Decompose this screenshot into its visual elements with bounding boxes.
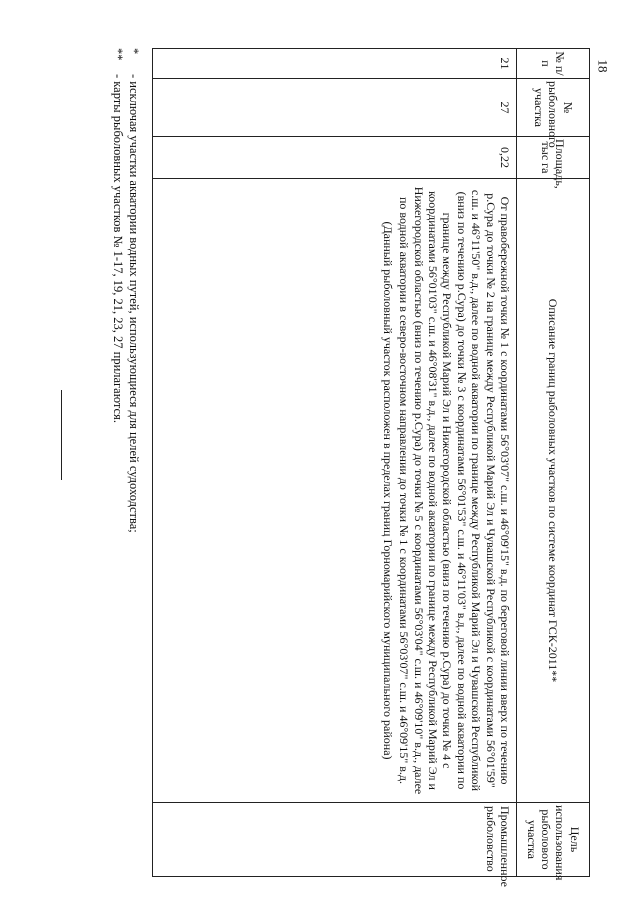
- header-plot-num: № рыболовного участка: [517, 79, 590, 137]
- table-header-row: [517, 49, 590, 877]
- footnotes: [110, 48, 143, 876]
- location-note: (Данный рыболовный участок расположен в пределах границ Горномарийского муниципального района): [380, 221, 395, 760]
- page-number: 18: [595, 59, 611, 73]
- cell-num: 21: [153, 49, 517, 79]
- footnote-mark: **: [110, 48, 125, 61]
- footnote: [126, 48, 142, 876]
- cell-description: [153, 179, 517, 803]
- cell-plot-num: 27: [153, 79, 517, 137]
- table-row: [153, 49, 517, 877]
- rotated-content: [42, 48, 590, 887]
- separator-line: [61, 390, 62, 480]
- header-purpose: Цель использования рыболового участка: [517, 803, 590, 877]
- footnote-text: - карты рыболовных участков № 1-17, 19, 21, 23, 27 прилагаются.: [110, 74, 125, 423]
- footnote: [110, 48, 126, 876]
- cell-purpose: Промышленное рыболовство: [153, 803, 517, 877]
- footnote-mark: *: [127, 48, 141, 55]
- header-area: Площадь, тыс га: [517, 137, 590, 179]
- header-num: № п/п: [517, 49, 590, 79]
- cell-area: 0,22: [153, 137, 517, 179]
- header-description: Описание границ рыболовных участков по системе координат ГСК-2011**: [517, 179, 590, 803]
- boundary-description: От правобережной точки № 1 с координатами 56°03'07" с.ш. и 46°09'15" в.д. по береговой линии вверх по течению р.Сура до точки № 2 на границе между Республикой Марий Эл и Чувашской Республикой с координатами 56°01'59" с.ш. и 46°11'50" в.д., далее по водной акватории по границе между Республикой Марий Эл и Чувашской Республикой (вниз по течению р.Сура) до точки № 3 с координатами 56°01'53" с.ш. и 46°11'03" в.д., далее по водной акватории по границе между Республикой Марий Эл и Нижегородской областью (вниз по течению р.Сура) до точки № 4 с координатами 56°01'03" с.ш. и 46°08'31" в.д., далее по водной акватории по границе между Республикой Марий Эл и Нижегородской областью (вниз по течению р.Сура) до точки № 5 с координатами 56°03'04" с.ш. и 46°09'10" в.д., далее по водной акватории в северо-восточном направлении до точки № 1 с координатами 56°03'07" с.ш. и 46°09'15" в.д.: [397, 186, 512, 795]
- fishing-plots-table: [152, 48, 590, 887]
- footnote-text: - исключая участки акватории водных путей, использующиеся для целей судоходства;: [127, 74, 141, 533]
